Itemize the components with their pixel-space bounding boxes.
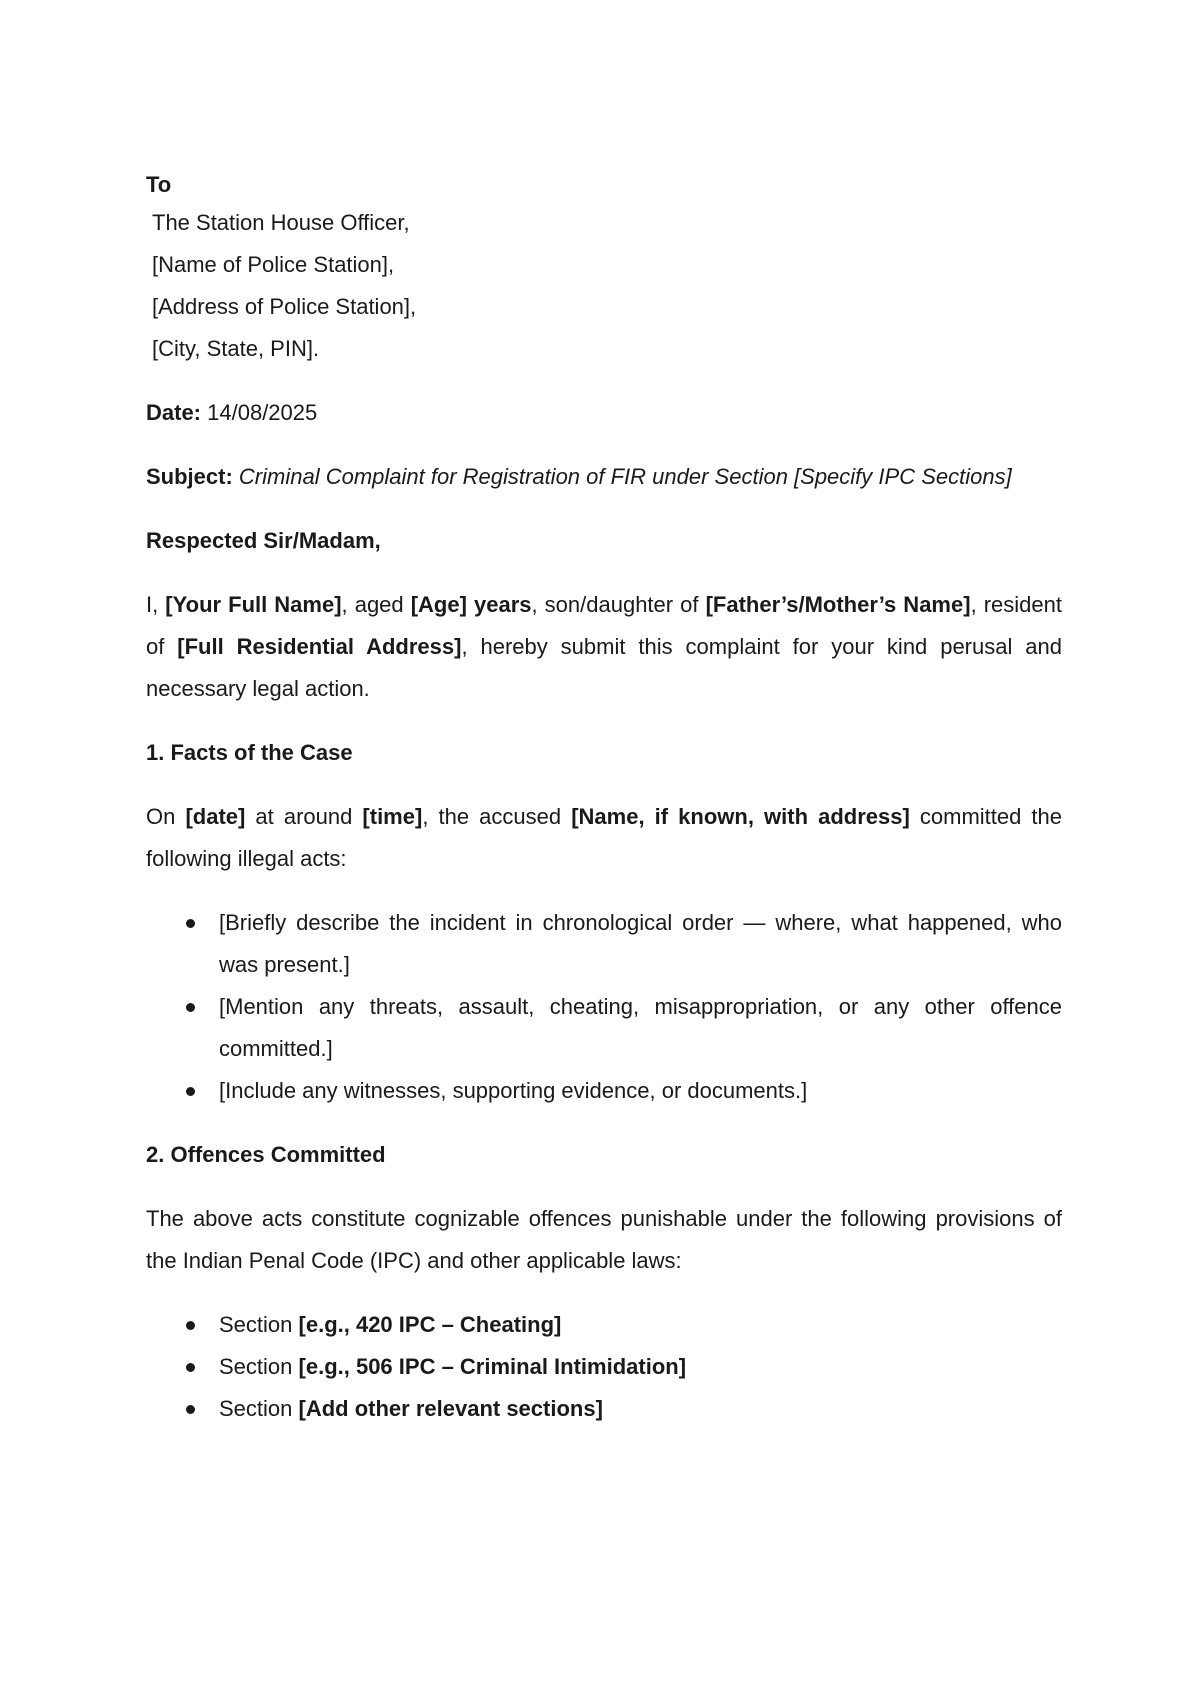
section-prefix: Section xyxy=(219,1312,293,1337)
bullet-icon xyxy=(186,1363,195,1372)
placeholder-parent: [Father’s/Mother’s Name] xyxy=(705,592,971,617)
section-placeholder: [Add other relevant sections] xyxy=(298,1396,603,1421)
intro-text: , hereby submit this complaint for your kind perusal and necessary legal action. xyxy=(146,634,1062,701)
section-prefix: Section xyxy=(219,1354,293,1379)
facts-text: On xyxy=(146,804,186,829)
facts-list xyxy=(146,902,1062,1112)
date-line xyxy=(146,392,1062,434)
intro-text: I, xyxy=(146,592,166,617)
placeholder-time: [time] xyxy=(362,804,423,829)
list-item xyxy=(146,986,1062,1070)
recipient-line: [City, State, PIN]. xyxy=(152,336,320,361)
to-label: To xyxy=(146,172,172,197)
section-placeholder: [e.g., 506 IPC – Criminal Intimidation] xyxy=(298,1354,687,1379)
list-item-text: [Briefly describe the incident in chronological order — where, what happened, who was present.] xyxy=(219,910,1062,977)
list-item-text: [Mention any threats, assault, cheating, misappropriation, or any other offence committed.] xyxy=(219,994,1062,1061)
subject-line xyxy=(146,456,1062,498)
recipient-line: The Station House Officer, xyxy=(152,210,410,235)
placeholder-age: [Age] years xyxy=(410,592,532,617)
subject-label: Subject: xyxy=(146,464,233,489)
recipient-line: [Name of Police Station], xyxy=(152,252,395,277)
section-prefix: Section xyxy=(219,1396,293,1421)
intro-text: , aged xyxy=(341,592,411,617)
list-item xyxy=(146,1070,1062,1112)
bullet-icon xyxy=(186,1321,195,1330)
recipient-address xyxy=(146,202,1062,370)
list-item-text: [Include any witnesses, supporting evidence, or documents.] xyxy=(219,1078,808,1103)
sections-list xyxy=(146,1304,1062,1430)
bullet-icon xyxy=(186,1405,195,1414)
recipient-line: [Address of Police Station], xyxy=(152,294,417,319)
bullet-icon xyxy=(186,919,195,928)
offences-heading: 2. Offences Committed xyxy=(146,1142,386,1167)
date-label: Date: xyxy=(146,400,202,425)
facts-text: , the accused xyxy=(422,804,572,829)
intro-paragraph xyxy=(146,584,1062,710)
salutation: Respected Sir/Madam, xyxy=(146,528,381,553)
date-value: 14/08/2025 xyxy=(207,400,318,425)
offences-paragraph: The above acts constitute cognizable offences punishable under the following provisions of the Indian Penal Code (IPC) and other applicable laws: xyxy=(146,1206,1062,1273)
placeholder-date: [date] xyxy=(185,804,246,829)
bullet-icon xyxy=(186,1003,195,1012)
list-item xyxy=(146,1346,1062,1388)
facts-paragraph xyxy=(146,796,1062,880)
placeholder-name: [Your Full Name] xyxy=(165,592,342,617)
placeholder-accused: [Name, if known, with address] xyxy=(571,804,910,829)
facts-text: committed the following illegal acts: xyxy=(146,804,1063,871)
list-item xyxy=(146,1388,1062,1430)
intro-text: , son/daughter of xyxy=(531,592,706,617)
list-item xyxy=(146,902,1062,986)
facts-text: at around xyxy=(245,804,363,829)
placeholder-address: [Full Residential Address] xyxy=(177,634,462,659)
subject-text: Criminal Complaint for Registration of FIR under Section [Specify IPC Sections] xyxy=(238,464,1012,489)
bullet-icon xyxy=(186,1087,195,1096)
list-item xyxy=(146,1304,1062,1346)
complaint-letter xyxy=(146,168,1062,1430)
facts-heading: 1. Facts of the Case xyxy=(146,740,353,765)
section-placeholder: [e.g., 420 IPC – Cheating] xyxy=(298,1312,562,1337)
intro-text: , resident of xyxy=(146,592,1062,659)
